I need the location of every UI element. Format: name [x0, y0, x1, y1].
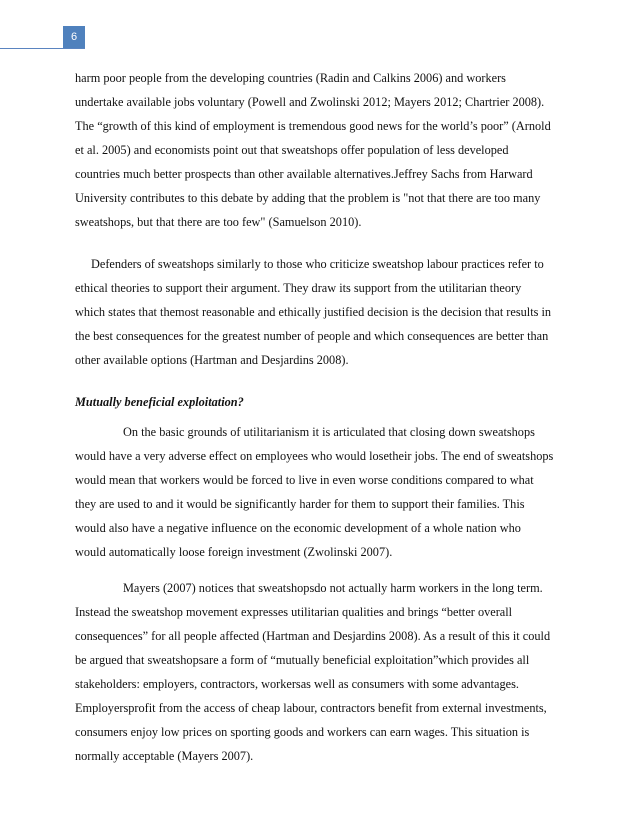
- text-line: countries much better prospects than other available alternatives.Jeffrey Sachs from Harward: [75, 167, 533, 181]
- text-line: sweatshops, but that there are too few" (Samuelson 2010).: [75, 215, 362, 229]
- text-line: other available options (Hartman and Desjardins 2008).: [75, 353, 349, 367]
- text-line: On the basic grounds of utilitarianism it is articulated that closing down sweatshops: [123, 425, 535, 439]
- text-line: Mayers (2007) notices that sweatshopsdo not actually harm workers in the long term.: [123, 581, 543, 595]
- text-line: harm poor people from the developing countries (Radin and Calkins 2006) and workers: [75, 71, 506, 85]
- text-line: stakeholders: employers, contractors, workersas well as consumers with some advantages.: [75, 677, 519, 691]
- page-number-bar: [0, 26, 85, 49]
- paragraph: [75, 420, 570, 564]
- text-line: consumers enjoy low prices on sporting goods and workers can earn wages. This situation is: [75, 725, 530, 739]
- text-line: the best consequences for the greatest number of people and which consequences are better than: [75, 329, 549, 343]
- text-line: The “growth of this kind of employment is tremendous good news for the world’s poor” (Arnold: [75, 119, 551, 133]
- text-line: ethical theories to support their argument. They draw its support from the utilitarian theory: [75, 281, 522, 295]
- text-line: consequences” for all people affected (Hartman and Desjardins 2008). As a result of this it could: [75, 629, 551, 643]
- text-line: be argued that sweatshopsare a form of “mutually beneficial exploitation”which provides all: [75, 653, 530, 667]
- text-line: Employersprofit from the access of cheap labour, contractors benefit from external investments,: [75, 701, 547, 715]
- page-number: 6: [63, 26, 85, 48]
- text-line: Instead the sweatshop movement expresses utilitarian qualities and brings “better overall: [75, 605, 513, 619]
- document-body: [75, 66, 570, 768]
- paragraph: [75, 66, 570, 234]
- paragraph: [75, 252, 570, 372]
- text-line: they are used to and it would be significantly harder for them to support their families. This: [75, 497, 525, 511]
- paragraph: [75, 576, 570, 768]
- text-line: University contributes to this debate by adding that the problem is "not that there are too many: [75, 191, 541, 205]
- text-line: Defenders of sweatshops similarly to those who criticize sweatshop labour practices refer to: [91, 257, 544, 271]
- text-line: would automatically loose foreign investment (Zwolinski 2007).: [75, 545, 393, 559]
- text-line: which states that themost reasonable and ethically justified decision is the decision that results in: [75, 305, 552, 319]
- text-line: would mean that workers would be forced to live in even worse conditions compared to what: [75, 473, 534, 487]
- section-heading: Mutually beneficial exploitation?: [75, 395, 244, 409]
- text-line: et al. 2005) and economists point out that sweatshops offer population of less developed: [75, 143, 509, 157]
- text-line: normally acceptable (Mayers 2007).: [75, 749, 254, 763]
- text-line: would have a very adverse effect on employees who would losetheir jobs. The end of sweatshops: [75, 449, 554, 463]
- text-line: undertake available jobs voluntary (Powell and Zwolinski 2012; Mayers 2012; Chartrier 2008).: [75, 95, 545, 109]
- text-line: would also have a negative influence on the economic development of a whole nation who: [75, 521, 521, 535]
